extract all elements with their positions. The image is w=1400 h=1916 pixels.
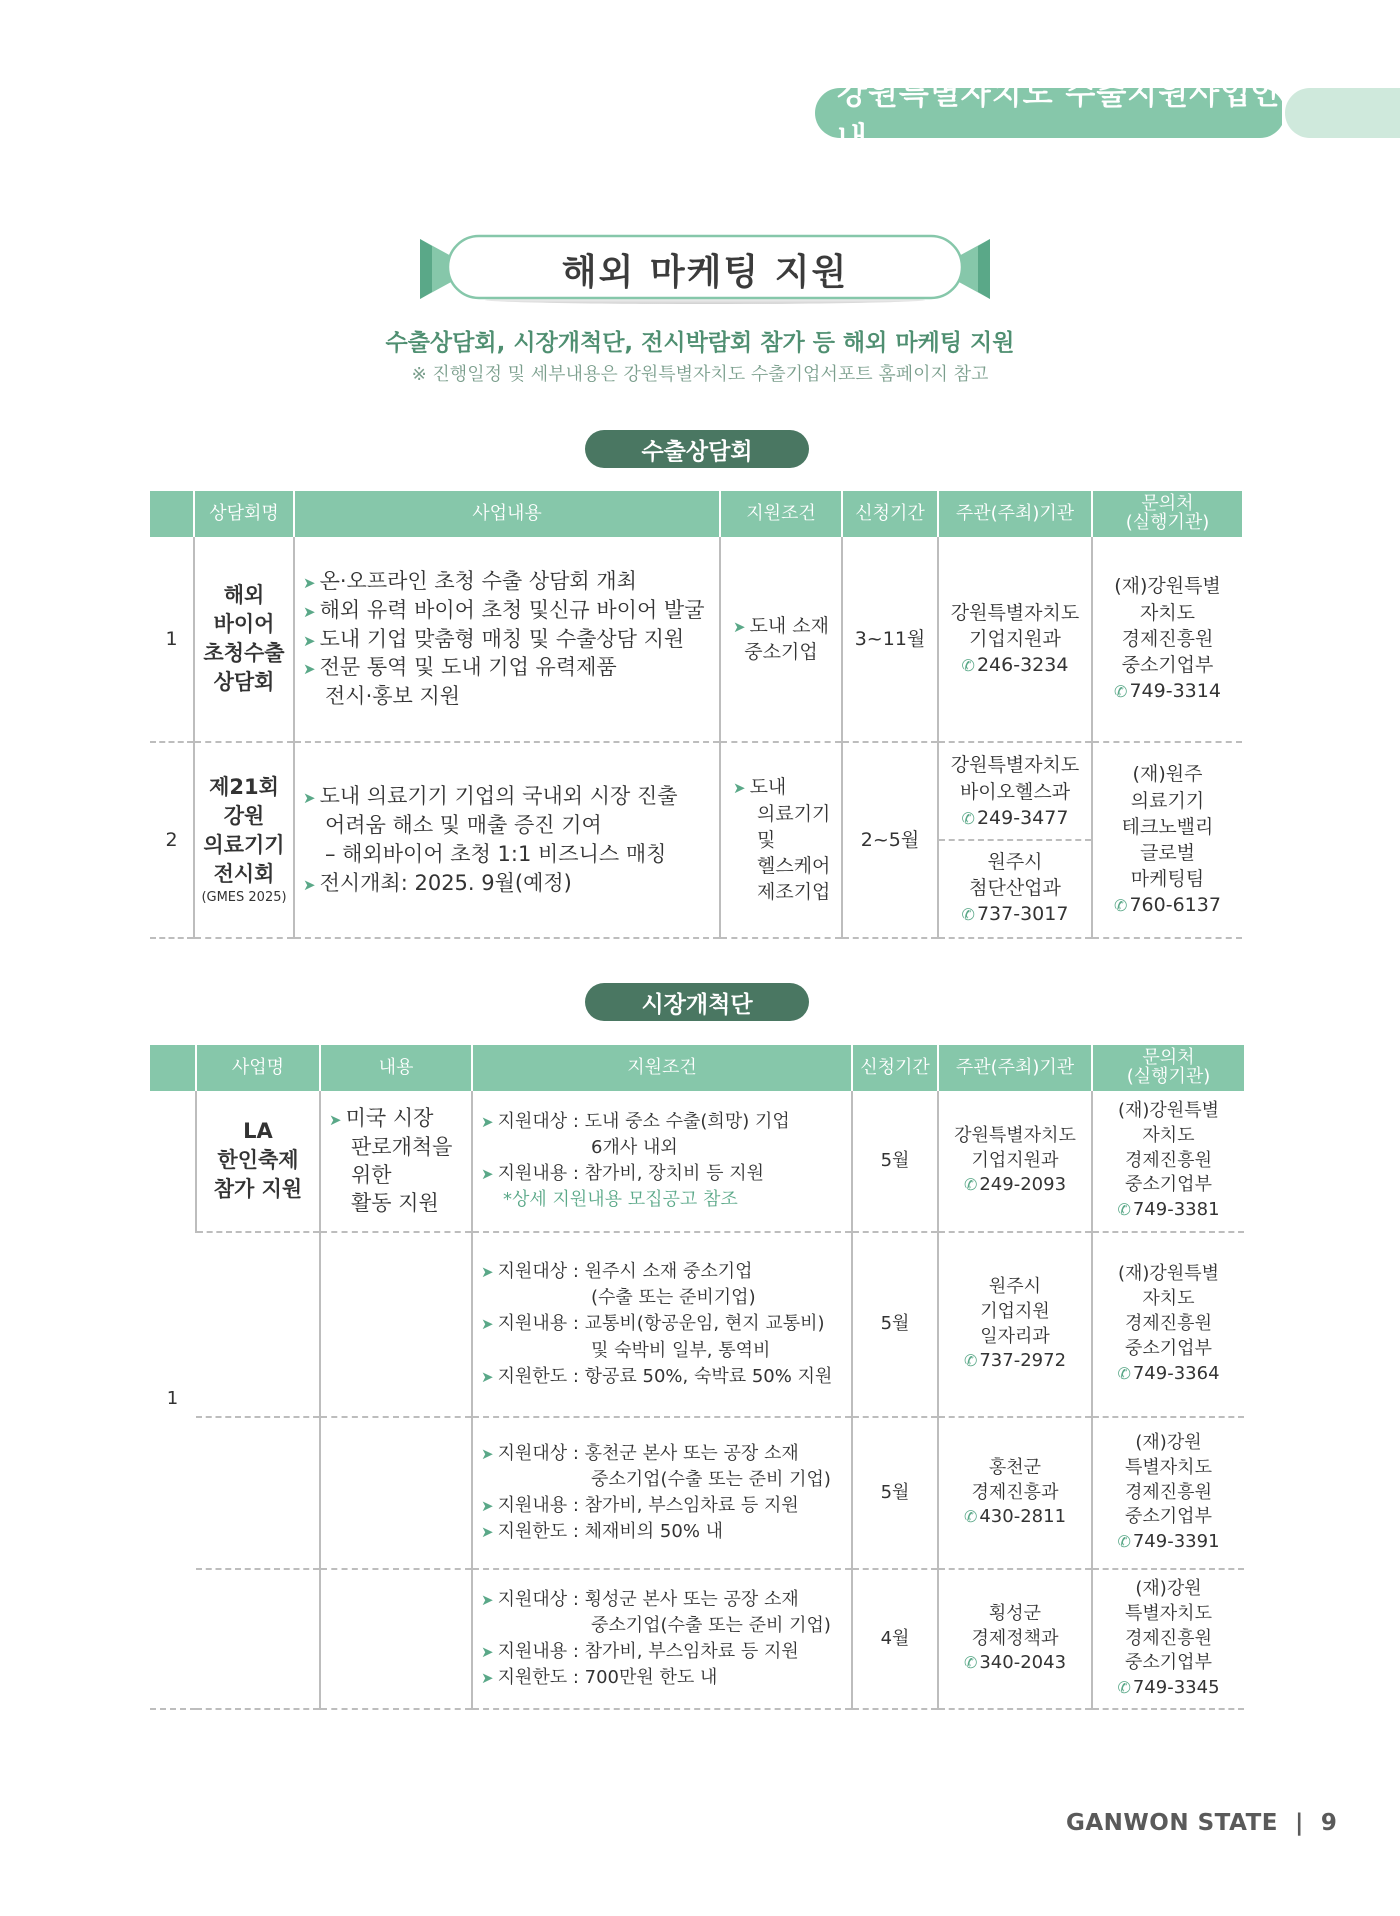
header-tab: 강원특별자치도 수출지원사업안내 <box>815 88 1285 138</box>
arrow-right-icon: ➤ <box>481 1497 494 1515</box>
section-subtitle: 수출상담회, 시장개척단, 전시박람회 참가 등 해외 마케팅 지원 <box>385 330 1015 356</box>
application-period: 5월 <box>852 1417 938 1569</box>
phone-icon: ✆ <box>963 1351 978 1371</box>
arrow-right-icon: ➤ <box>481 1590 494 1609</box>
host-organization: 강원특별자치도 기업지원과 ✆ 249-2093 <box>938 1091 1092 1232</box>
support-condition: ➤ 지원대상 : 도내 중소 수출(희망) 기업 6개사 내외 ➤ 지원내용 : 참가비, 장치비 등 지원 *상세 지원내용 모집공고 참조 <box>472 1091 852 1232</box>
table-row <box>150 537 1242 742</box>
arrow-right-icon: ➤ <box>481 1523 494 1542</box>
table-row <box>150 742 1242 938</box>
host-organization: 횡성군 경제정책과 ✆ 340-2043 <box>938 1569 1092 1709</box>
support-condition: ➤ 도내 소재 중소기업 <box>720 537 842 742</box>
header-no <box>150 1045 196 1091</box>
phone-icon: ✆ <box>963 1507 978 1527</box>
program-content-empty <box>320 1232 472 1417</box>
arrow-right-icon: ➤ <box>732 617 746 636</box>
export-consultation-table <box>150 491 1242 939</box>
header-content: 내용 <box>320 1045 472 1091</box>
program-content-empty <box>320 1569 472 1709</box>
arrow-right-icon: ➤ <box>481 1643 494 1661</box>
phone-icon: ✆ <box>961 905 975 925</box>
arrow-right-icon: ➤ <box>303 602 316 621</box>
program-content-empty <box>320 1417 472 1569</box>
phone-icon: ✆ <box>961 808 975 828</box>
program-content: ➤ 온·오프라인 초청 수출 상담회 개최 ➤ 해외 유력 바이어 초청 및신규 바이어 발굴 ➤ 도내 기업 맞춤형 매칭 및 수출상담 지원 ➤ 전문 통역 및 도내 기업 유력제품 전시·홍보 지원 <box>294 537 720 742</box>
host-organization-1: 강원특별자치도 바이오헬스과 ✆ 249-3477 <box>939 744 1091 841</box>
header-tab-extension <box>1285 88 1400 138</box>
arrow-right-icon: ➤ <box>481 1669 494 1688</box>
support-condition: ➤ 지원대상 : 홍천군 본사 또는 공장 소재 중소기업(수출 또는 준비 기업) ➤ 지원내용 : 참가비, 부스임차료 등 지원 ➤ 지원한도 : 체재비의 50% 내 <box>472 1417 852 1569</box>
program-name: LA 한인축제 참가 지원 <box>196 1091 320 1232</box>
table-row <box>150 1232 1244 1417</box>
phone-icon: ✆ <box>1117 1363 1131 1383</box>
program-name-empty <box>196 1569 320 1709</box>
application-period: 2~5월 <box>842 742 938 938</box>
application-period: 5월 <box>852 1232 938 1417</box>
banner-title: 해외 마케팅 지원 <box>561 251 849 293</box>
contact-organization: (재)강원특별 자치도 경제진흥원 중소기업부 ✆ 749-3364 <box>1092 1232 1244 1417</box>
program-name-empty <box>196 1232 320 1417</box>
phone-icon: ✆ <box>1117 1532 1131 1552</box>
arrow-right-icon: ➤ <box>303 789 316 808</box>
support-condition: ➤ 지원대상 : 횡성군 본사 또는 공장 소재 중소기업(수출 또는 준비 기업) ➤ 지원내용 : 참가비, 부스임차료 등 지원 ➤ 지원한도 : 700만원 한도 내 <box>472 1569 852 1709</box>
arrow-right-icon: ➤ <box>481 1263 494 1282</box>
market-pioneering-table <box>150 1045 1244 1710</box>
header-period: 신청기간 <box>852 1045 938 1091</box>
arrow-right-icon: ➤ <box>481 1315 494 1334</box>
program-name-empty <box>196 1417 320 1569</box>
contact-organization: (재)강원 특별자치도 경제진흥원 중소기업부 ✆ 749-3391 <box>1092 1417 1244 1569</box>
row-number: 1 <box>150 1091 196 1709</box>
header-content: 사업내용 <box>294 491 720 537</box>
arrow-right-icon: ➤ <box>303 573 316 592</box>
arrow-right-icon: ➤ <box>733 779 746 798</box>
application-period: 3~11월 <box>842 537 938 742</box>
header-host: 주관(주최)기관 <box>938 491 1092 537</box>
phone-icon: ✆ <box>961 656 975 676</box>
host-organization <box>938 742 1092 938</box>
section-note: ※ 진행일정 및 세부내용은 강원특별자치도 수출기업서포트 홈페이지 참고 <box>411 364 989 385</box>
application-period: 4월 <box>852 1569 938 1709</box>
table-header-row <box>150 1045 1244 1091</box>
arrow-right-icon: ➤ <box>303 631 316 650</box>
header-contact: 문의처 (실행기관) <box>1092 491 1242 537</box>
table-row <box>150 1091 1244 1232</box>
header-condition: 지원조건 <box>472 1045 852 1091</box>
header-no <box>150 491 194 537</box>
arrow-right-icon: ➤ <box>329 1111 342 1130</box>
application-period: 5월 <box>852 1091 938 1232</box>
arrow-right-icon: ➤ <box>481 1112 494 1131</box>
program-content: ➤ 미국 시장 판로개척을 위한 활동 지원 <box>320 1091 472 1232</box>
host-organization: 원주시 기업지원 일자리과 ✆ 737-2972 <box>938 1232 1092 1417</box>
page-footer: GANWON STATE | 9 <box>1066 1810 1338 1836</box>
pill-export-consultation: 수출상담회 <box>585 430 809 468</box>
phone-icon: ✆ <box>1117 1200 1131 1220</box>
contact-organization: (재)강원특별 자치도 경제진흥원 중소기업부 ✆ 749-3314 <box>1092 537 1242 742</box>
header-name: 사업명 <box>196 1045 320 1091</box>
arrow-right-icon: ➤ <box>481 1444 494 1463</box>
host-organization-2: 원주시 첨단산업과 ✆ 737-3017 <box>961 851 1069 926</box>
program-name: 제21회 강원 의료기기 전시회 (GMES 2025) <box>194 742 294 938</box>
table-row <box>150 1569 1244 1709</box>
support-condition: ➤ 도내 의료기기 및 헬스케어 제조기업 <box>720 742 842 938</box>
row-number: 2 <box>150 742 194 938</box>
contact-organization: (재)강원특별 자치도 경제진흥원 중소기업부 ✆ 749-3381 <box>1092 1091 1244 1232</box>
program-content: ➤ 도내 의료기기 기업의 국내외 시장 진출 어려움 해소 및 매출 증진 기여 – 해외바이어 초청 1:1 비즈니스 매칭 ➤ 전시개최: 2025. 9월(예정) <box>294 742 720 938</box>
phone-icon: ✆ <box>1114 896 1128 916</box>
header-condition: 지원조건 <box>720 491 842 537</box>
contact-organization: (재)강원 특별자치도 경제진흥원 중소기업부 ✆ 749-3345 <box>1092 1569 1244 1709</box>
row-number: 1 <box>150 537 194 742</box>
phone-icon: ✆ <box>963 1175 978 1195</box>
program-name: 해외 바이어 초청수출 상담회 <box>194 537 294 742</box>
header-period: 신청기간 <box>842 491 938 537</box>
phone-icon: ✆ <box>1114 682 1128 702</box>
host-organization: 강원특별자치도 기업지원과 ✆ 246-3234 <box>938 537 1092 742</box>
header-host: 주관(주최)기관 <box>938 1045 1092 1091</box>
section-banner <box>420 234 990 304</box>
support-condition: ➤ 지원대상 : 원주시 소재 중소기업 (수출 또는 준비기업) ➤ 지원내용 : 교통비(항공운임, 현지 교통비) 및 숙박비 일부, 통역비 ➤ 지원한도 : 항공료 50%, 숙박료 50% 지원 <box>472 1232 852 1417</box>
arrow-right-icon: ➤ <box>303 875 316 894</box>
phone-icon: ✆ <box>1117 1678 1131 1698</box>
pill-market-pioneering: 시장개척단 <box>585 983 809 1021</box>
phone-icon: ✆ <box>963 1653 978 1673</box>
host-organization: 홍천군 경제진흥과 ✆ 430-2811 <box>938 1417 1092 1569</box>
table-row <box>150 1417 1244 1569</box>
table-header-row <box>150 491 1242 537</box>
header-contact: 문의처 (실행기관) <box>1092 1045 1244 1091</box>
arrow-right-icon: ➤ <box>481 1367 494 1386</box>
arrow-right-icon: ➤ <box>303 660 316 679</box>
arrow-right-icon: ➤ <box>481 1165 494 1183</box>
header-name: 상담회명 <box>194 491 294 537</box>
contact-organization: (재)원주 의료기기 테크노밸리 글로벌 마케팅팀 ✆ 760-6137 <box>1092 742 1242 938</box>
